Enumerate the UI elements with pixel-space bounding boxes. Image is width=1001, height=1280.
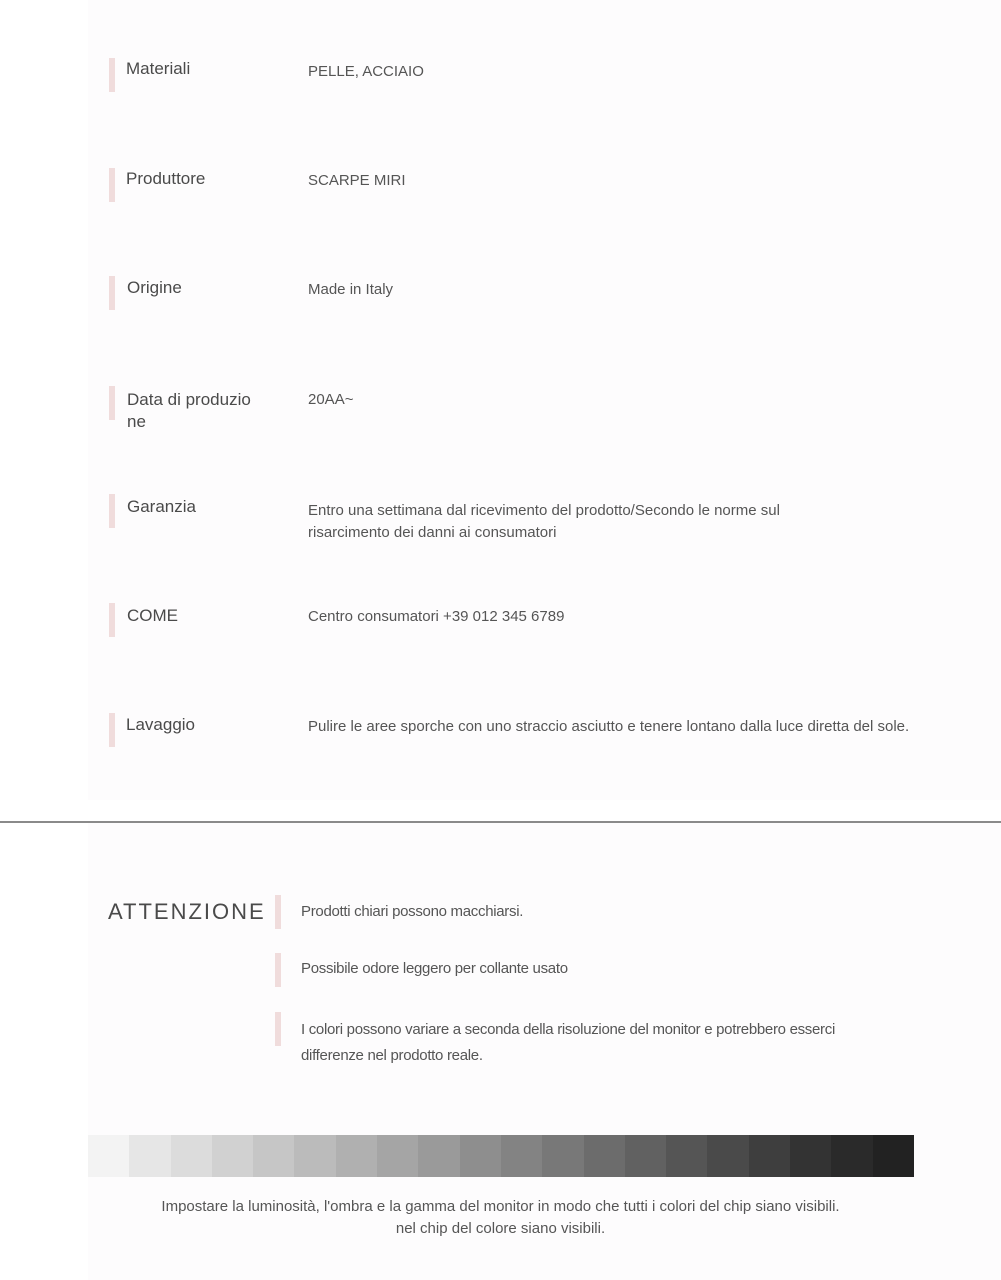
spec-label: Origine bbox=[127, 278, 182, 297]
gray-chip bbox=[418, 1135, 459, 1177]
spec-value: SCARPE MIRI bbox=[308, 172, 406, 189]
grayscale-chip-strip bbox=[88, 1135, 914, 1177]
attention-note: Possibile odore leggero per collante usato bbox=[301, 960, 568, 977]
spec-value: Pulire le aree sporche con uno straccio asciutto e tenere lontano dalla luce diretta del sole. bbox=[308, 718, 910, 735]
spec-label: COME bbox=[127, 606, 178, 625]
spec-value: Entro una settimana dal ricevimento del prodotto/Secondo le norme sul risarcimento dei danni ai consumatori bbox=[308, 502, 780, 541]
spec-accent-bar bbox=[109, 276, 115, 310]
gray-chip bbox=[129, 1135, 170, 1177]
spec-label: Lavaggio bbox=[126, 715, 196, 734]
gray-chip bbox=[88, 1135, 129, 1177]
spec-label: Garanzia bbox=[127, 497, 196, 516]
gray-chip bbox=[749, 1135, 790, 1177]
attention-note: Prodotti chiari possono macchiarsi. bbox=[301, 903, 524, 920]
attention-note: I colori possono variare a seconda della risoluzione del monitor e potrebbero esserci differenze nel prodotto reale. bbox=[301, 1021, 835, 1064]
note-accent-bar bbox=[275, 1012, 281, 1046]
note-accent-bar bbox=[275, 895, 281, 929]
spec-accent-bar bbox=[109, 168, 115, 202]
gray-chip bbox=[336, 1135, 377, 1177]
gray-chip bbox=[501, 1135, 542, 1177]
spec-value: Centro consumatori +39 012 345 6789 bbox=[308, 608, 565, 625]
spec-accent-bar bbox=[109, 713, 115, 747]
footer-line: nel chip del colore siano visibili. bbox=[395, 1220, 606, 1237]
spec-accent-bar bbox=[109, 494, 115, 528]
gray-chip bbox=[294, 1135, 335, 1177]
gray-chip bbox=[171, 1135, 212, 1177]
spec-accent-bar bbox=[109, 603, 115, 637]
spec-label: Produttore bbox=[126, 169, 206, 188]
gray-chip bbox=[542, 1135, 583, 1177]
spec-label: Data di produzione bbox=[127, 390, 251, 431]
gray-chip bbox=[377, 1135, 418, 1177]
gray-chip bbox=[707, 1135, 748, 1177]
gray-chip bbox=[584, 1135, 625, 1177]
gray-chip bbox=[460, 1135, 501, 1177]
attention-title: ATTENZIONE bbox=[108, 899, 266, 924]
spec-accent-bar bbox=[109, 58, 115, 92]
gray-chip bbox=[831, 1135, 872, 1177]
spec-value: 20AA~ bbox=[308, 391, 354, 408]
spec-value: PELLE, ACCIAIO bbox=[308, 63, 424, 80]
monitor-calibration-note bbox=[0, 1196, 1001, 1240]
footer-line: Impostare la luminosità, l'ombra e la gamma del monitor in modo che tutti i colori del chip siano visibili. bbox=[161, 1198, 840, 1215]
spec-value: Made in Italy bbox=[308, 281, 394, 298]
gray-chip bbox=[253, 1135, 294, 1177]
gray-chip bbox=[873, 1135, 914, 1177]
gray-chip bbox=[666, 1135, 707, 1177]
section-divider bbox=[0, 821, 1001, 823]
gray-chip bbox=[790, 1135, 831, 1177]
spec-label: Materiali bbox=[126, 59, 191, 78]
spec-accent-bar bbox=[109, 386, 115, 420]
gray-chip bbox=[625, 1135, 666, 1177]
gray-chip bbox=[212, 1135, 253, 1177]
note-accent-bar bbox=[275, 953, 281, 987]
